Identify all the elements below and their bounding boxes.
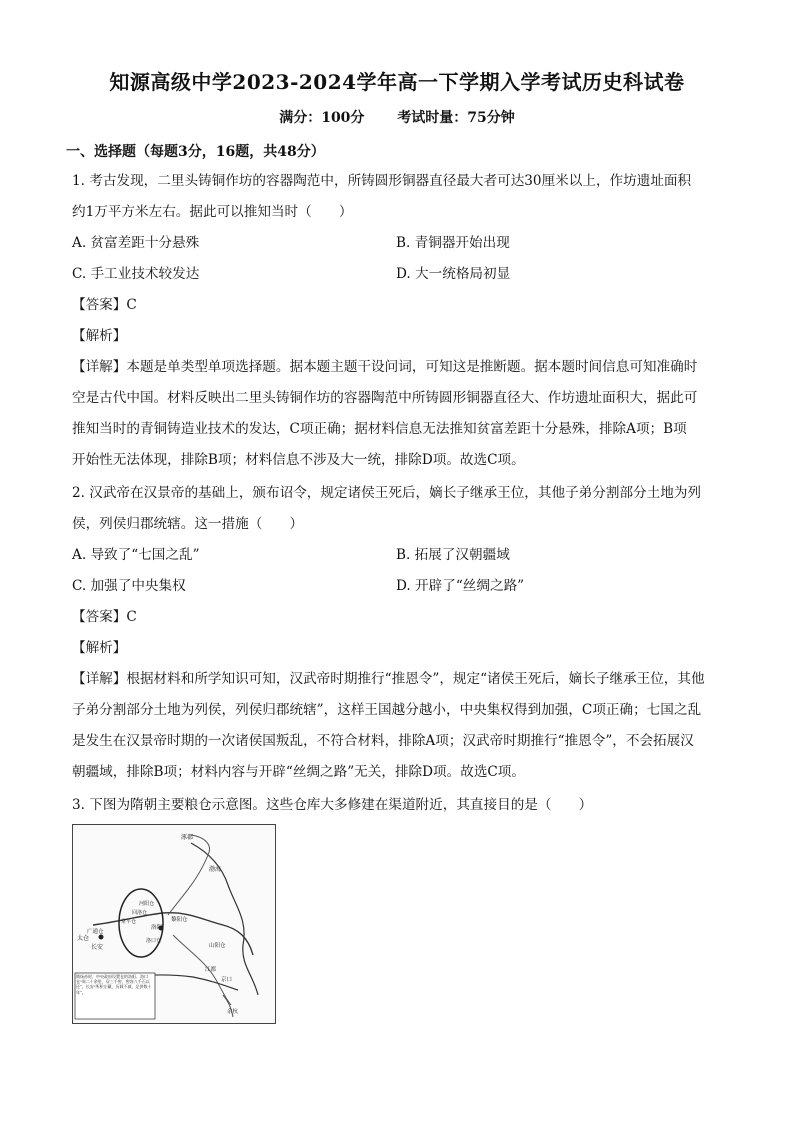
- label-luokou: 洛口仓: [146, 939, 162, 944]
- label-guangtong: 广通仓: [87, 929, 104, 935]
- q1-answer: 【答案】C: [72, 297, 137, 313]
- sui-granary-map: [72, 824, 276, 1024]
- q1-stem-line2: 约1万平方米左右。据此可以推知当时（ ）: [72, 204, 353, 220]
- q1-analysis-label: 【解析】: [72, 328, 127, 344]
- score-info: 满分：100分: [279, 110, 365, 126]
- page-title: 知源高级中学2023-2024学年高一下学期入学考试历史科试卷: [109, 70, 685, 94]
- yongji-canal: [168, 835, 209, 915]
- label-heyang: 河阳仓: [139, 902, 155, 907]
- q2-detail-line4: 朝疆域，排除B项；材料内容与开辟“丝绸之路”无关，排除D项。故选C项。: [72, 764, 525, 780]
- q1-option-d: D. 大一统格局初显: [396, 266, 511, 282]
- q1-option-b: B. 青铜器开始出现: [396, 235, 510, 251]
- label-taiyuan: 太仓: [77, 936, 90, 942]
- exam-info: [0, 107, 794, 127]
- label-liyang: 黎阳仓: [171, 917, 188, 923]
- q2-answer: 【答案】C: [72, 609, 137, 625]
- q2-detail-line1: 【详解】根据材料和所学知识可知，汉武帝时期推行“推恩令”，规定“诸侯王死后，嫡长子继承王位，其他: [72, 671, 705, 687]
- coastline: [191, 843, 258, 995]
- q1-stem-line1: 1. 考古发现，二里头铸铜作坊的容器陶范中，所铸圆形铜器直径最大者可达30厘米以上，作坊遗址面积: [72, 173, 692, 189]
- q2-option-b: B. 拓展了汉朝疆域: [396, 547, 510, 563]
- q1-detail-line1: 【详解】本题是单类型单项选择题。据本题主题干设问词，可知这是推断题。据本题时间信息可知准确时: [72, 359, 698, 375]
- q2-detail-line3: 是发生在汉景帝时期的一次诸侯国叛乱，不符合材料，排除A项；汉武帝时期推行“推恩令”，不会拓展汉: [72, 733, 694, 749]
- q2-analysis-label: 【解析】: [72, 640, 127, 656]
- q1-detail-line3: 推知当时的青铜铸造业技术的发达，C项正确；据材料信息无法推知贫富差距十分悬殊，排除A项；B项: [72, 421, 687, 437]
- map-note-text: 隋炀帝时，中央政府设置仓的洛阳、洛口仓“周二十余里，穿三千窖，窖容八千石以还”。长安“所积左藏，历载不减，足供数十年”。: [76, 974, 152, 995]
- q1-option-a: A. 贫富差距十分悬殊: [72, 235, 200, 251]
- label-changan: 长安: [91, 945, 104, 951]
- q2-stem-line2: 侯，列侯归郡统辖。这一措施（ ）: [72, 516, 304, 532]
- time-info: 考试时量：75分钟: [397, 110, 515, 126]
- label-jingkou: 京口: [221, 977, 233, 983]
- q1-detail-line2: 空是古代中国。材料反映出二里头铸铜作坊的容器陶范中所铸圆形铜器直径大、作坊遗址面积大，据此可: [72, 390, 698, 406]
- q3-stem-line1: 3. 下图为隋朝主要粮仓示意图。这些仓库大多修建在渠道附近，其直接目的是（ ）: [72, 797, 593, 813]
- label-shanyang: 山阳仓: [209, 943, 226, 949]
- q1-detail-line4: 开始性无法体现，排除B项；材料信息不涉及大一统，排除D项。故选C项。: [72, 452, 525, 468]
- label-jiangdu: 江都: [205, 967, 217, 973]
- q2-option-d: D. 开辟了“丝绸之路”: [396, 578, 525, 594]
- q2-option-c: C. 加强了中央集权: [72, 578, 186, 594]
- map-svg: [73, 825, 275, 1023]
- changan-marker: [99, 935, 104, 940]
- section-heading: 一、选择题（每题3分，16题，共48分）: [66, 144, 325, 160]
- q2-stem-line1: 2. 汉武帝在汉景帝的基础上，颁布诏令，规定诸侯王死后，嫡长子继承王位，其他子弟分割部分土地为列: [72, 485, 702, 501]
- label-luoyang: 洛阳: [151, 925, 163, 931]
- label-changping: 常平仓: [121, 920, 137, 925]
- map-note-fo: [76, 974, 154, 1018]
- label-zhuojun: 涿郡: [181, 835, 194, 841]
- q1-option-c: C. 手工业技术较发达: [72, 266, 200, 282]
- label-bohai: 渤海: [209, 867, 222, 873]
- label-yuhang: 余杭: [227, 1009, 239, 1015]
- q2-option-a: A. 导致了“七国之乱”: [72, 547, 200, 563]
- label-huiluo: 回洛仓: [132, 911, 148, 916]
- q2-detail-line2: 子弟分割部分土地为列侯，列侯归郡统辖”，这样王国越分越小，中央集权得到加强，C项正确；七国之乱: [72, 702, 702, 718]
